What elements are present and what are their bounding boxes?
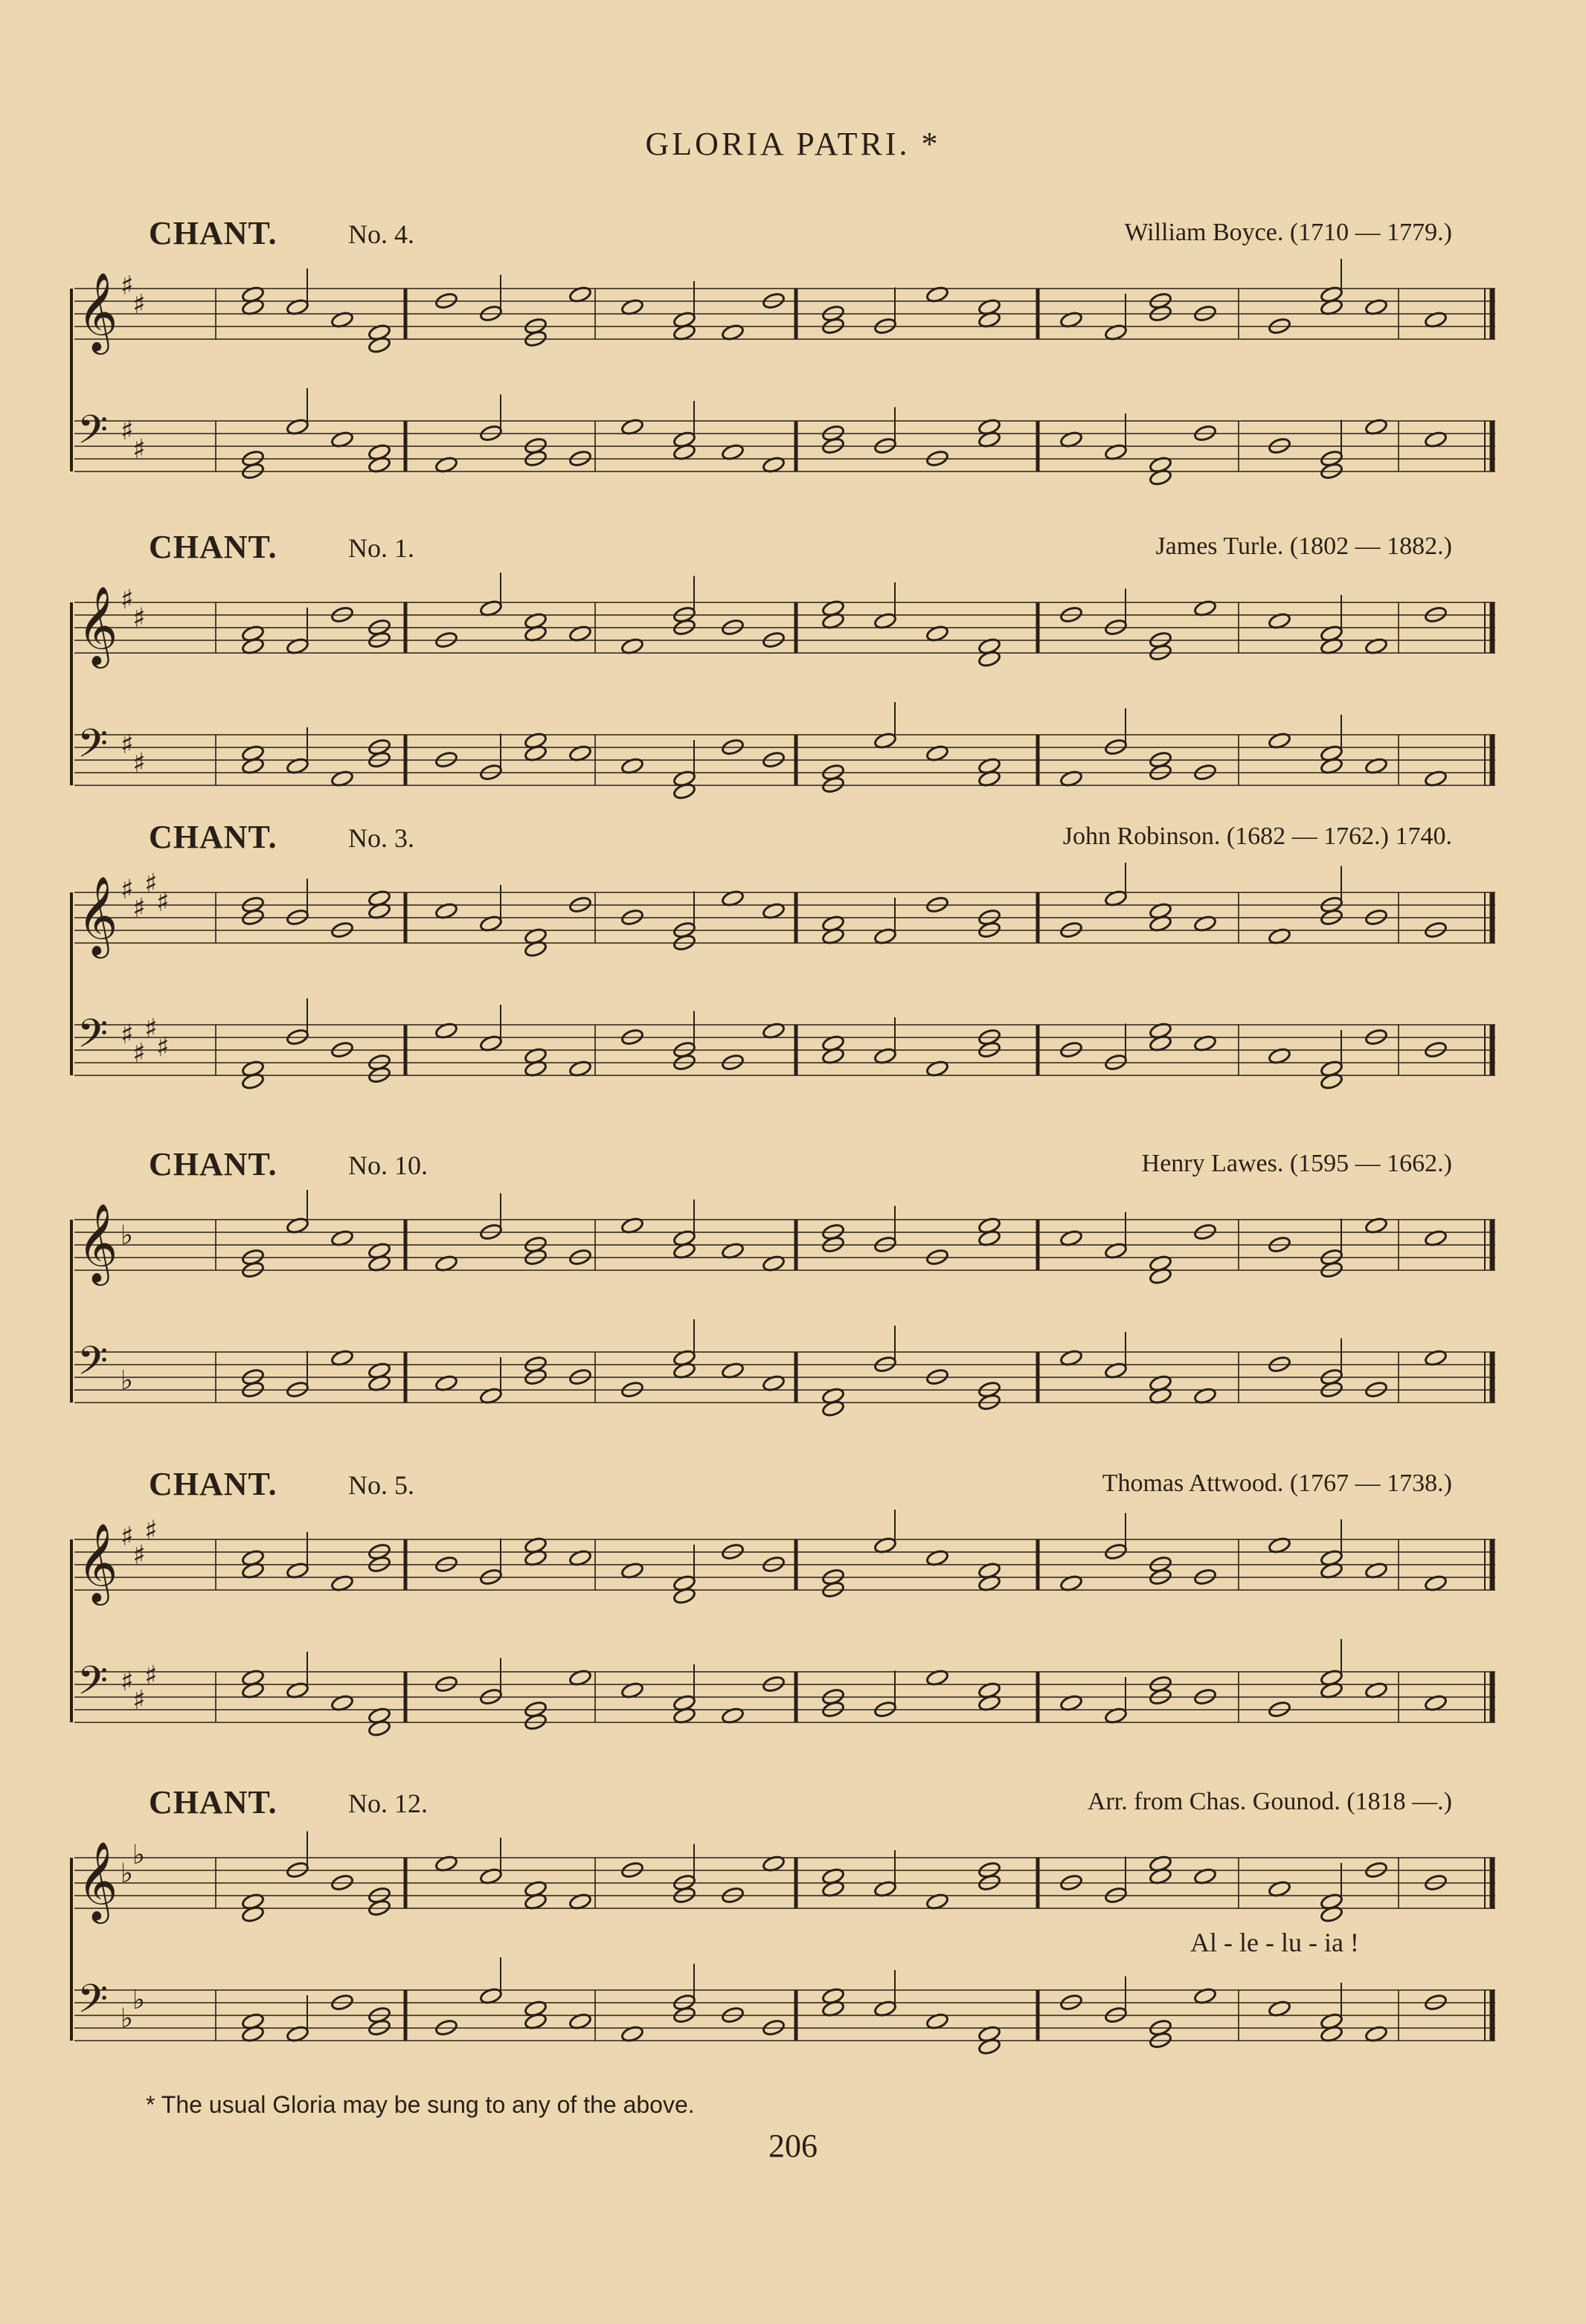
sharp-icon: ♯	[144, 1516, 158, 1546]
treble-clef-icon: 𝄞	[77, 1841, 118, 1920]
sharp-icon: ♯	[144, 869, 158, 899]
chant-6	[0, 1783, 1586, 2081]
chant-5	[0, 1465, 1586, 1763]
sharp-icon: ♯	[132, 748, 146, 779]
chant-label: CHANT.	[149, 215, 277, 251]
treble-clef-icon: 𝄞	[77, 271, 118, 351]
chant-header	[0, 1783, 1586, 1828]
chant-number: No. 4.	[348, 219, 414, 249]
chant-header	[0, 214, 1586, 259]
flat-icon: ♭	[132, 1985, 145, 2015]
sharp-icon: ♯	[121, 1522, 134, 1552]
chant-label: CHANT.	[149, 1146, 277, 1182]
sharp-icon: ♯	[121, 730, 134, 760]
sharp-icon: ♯	[121, 1020, 134, 1050]
treble-staff	[74, 259, 1495, 355]
score-system	[0, 863, 1586, 1116]
sharp-icon: ♯	[132, 1038, 146, 1069]
treble-clef-icon: 𝄞	[77, 585, 118, 665]
treble-clef-icon: 𝄞	[77, 875, 118, 955]
chant-number: No. 1.	[348, 533, 414, 563]
sharp-icon: ♯	[121, 1667, 134, 1697]
sharp-icon: ♯	[144, 1014, 158, 1044]
flat-icon: ♭	[121, 2003, 133, 2034]
chant-2	[0, 528, 1586, 825]
treble-staff	[74, 863, 1495, 959]
composer-credit: James Turle. (1802 — 1882.)	[1155, 532, 1452, 560]
sharp-icon: ♯	[132, 603, 146, 634]
chant-label: CHANT.	[149, 529, 277, 565]
sharp-icon: ♯	[156, 1032, 170, 1063]
bass-clef-icon: 𝄢	[77, 1011, 109, 1066]
flat-icon: ♭	[121, 1365, 133, 1396]
page-number: 206	[768, 2128, 818, 2164]
treble-staff	[74, 573, 1495, 669]
chant-label: CHANT.	[149, 819, 277, 855]
treble-staff	[74, 1510, 1495, 1606]
bass-staff	[74, 1639, 1495, 1737]
bass-clef-icon: 𝄢	[77, 1658, 109, 1713]
footnote: * The usual Gloria may be sung to any of the above.	[146, 2091, 695, 2118]
chant-number: No. 10.	[348, 1150, 428, 1180]
sharp-icon: ♯	[132, 289, 146, 320]
chant-3	[0, 818, 1586, 1116]
flat-icon: ♭	[132, 1840, 145, 1870]
bass-clef-icon: 𝄢	[77, 1977, 109, 2032]
bass-staff	[74, 1319, 1495, 1417]
composer-credit: Henry Lawes. (1595 — 1662.)	[1141, 1150, 1452, 1177]
page-title: GLORIA PATRI. *	[645, 126, 941, 162]
sharp-icon: ♯	[121, 271, 134, 301]
chant-4	[0, 1145, 1586, 1443]
sharp-icon: ♯	[144, 1661, 158, 1691]
score-system	[0, 1190, 1586, 1443]
chant-header	[0, 818, 1586, 863]
sharp-icon: ♯	[132, 434, 146, 465]
score-system	[0, 573, 1586, 825]
chant-label: CHANT.	[149, 1784, 277, 1821]
treble-clef-icon: 𝄞	[77, 1203, 118, 1282]
bass-staff	[74, 388, 1495, 486]
chant-header	[0, 1145, 1586, 1190]
composer-credit: William Boyce. (1710 — 1779.)	[1124, 219, 1452, 246]
lyrics: Al - le - lu - ia !	[1190, 1928, 1359, 1957]
flat-icon: ♭	[121, 1858, 133, 1889]
treble-clef-icon: 𝄞	[77, 1522, 118, 1602]
chant-header	[0, 528, 1586, 573]
sharp-icon: ♯	[132, 1540, 146, 1571]
sharp-icon: ♯	[156, 887, 170, 918]
sharp-icon: ♯	[132, 893, 146, 924]
bass-clef-icon: 𝄢	[77, 408, 109, 463]
sharp-icon: ♯	[121, 875, 134, 905]
chant-number: No. 12.	[348, 1789, 428, 1818]
sharp-icon: ♯	[121, 416, 134, 446]
chant-header	[0, 1465, 1586, 1510]
bass-staff	[74, 1957, 1495, 2056]
treble-staff	[74, 1832, 1495, 1925]
bass-staff	[74, 999, 1495, 1091]
composer-credit: John Robinson. (1682 — 1762.) 1740.	[1062, 823, 1452, 850]
chant-label: CHANT.	[149, 1466, 277, 1502]
composer-credit: Thomas Attwood. (1767 — 1738.)	[1102, 1470, 1452, 1497]
score-system	[0, 259, 1586, 512]
bass-staff	[74, 702, 1495, 800]
bass-clef-icon: 𝄢	[77, 721, 109, 776]
score-system	[0, 1510, 1586, 1763]
chant-1	[0, 214, 1586, 512]
chant-number: No. 5.	[348, 1470, 414, 1500]
composer-credit: Arr. from Chas. Gounod. (1818 —.)	[1087, 1788, 1452, 1815]
flat-icon: ♭	[121, 1220, 133, 1251]
bass-clef-icon: 𝄢	[77, 1339, 109, 1394]
sharp-icon: ♯	[132, 1685, 146, 1716]
chant-number: No. 3.	[348, 823, 414, 853]
treble-staff	[74, 1190, 1495, 1286]
sharp-icon: ♯	[121, 585, 134, 615]
